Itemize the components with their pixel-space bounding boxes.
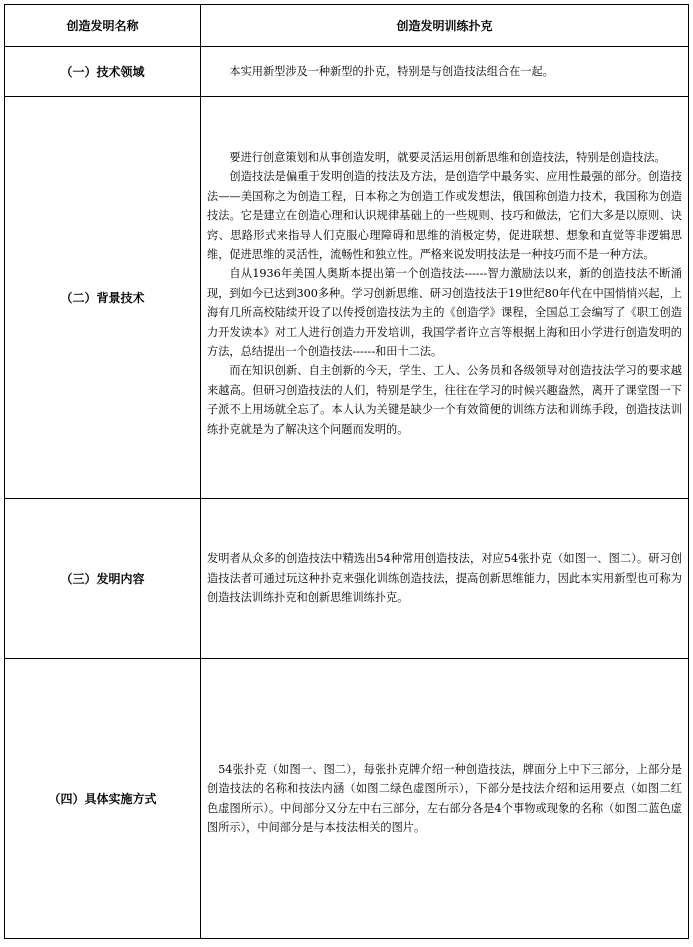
row-label-implementation: （四）具体实施方式 [5,659,201,939]
row-content-invention-content [201,499,689,659]
row-content-background [201,97,689,499]
header-row [5,5,689,47]
row-background [5,97,689,499]
paragraph: 54张扑克（如图一、图二），每张扑克牌介绍一种创造技法，牌面分上中下三部分，上部分是创造技法的名称和技法内涵（如图二绿色虚图所示），下部分是技法介绍和运用要点（如图二红色虚图所示）。中间部分又分左中右三部分，左右部分各是4个事物或现象的名称（如图二蓝色虚图所示），中间部分是与本技法相关的图片。 [207,762,682,834]
header-title-col: 创造发明训练扑克 [201,5,689,47]
row-label-background: （二）背景技术 [5,97,201,499]
row-invention-content [5,499,689,659]
row-label-invention-content: （三）发明内容 [5,499,201,659]
row-technical-field [5,47,689,97]
paragraph: 创造技法是偏重于发明创造的技法及方法，是创造学中最务实、应用性最强的部分。创造技法——美国称之为创造工程，日本称之为创造工作或发想法，俄国称创造力技术，我国称为创造技法。它是建立在创造心理和认识规律基础上的一些规则、技巧和做法，它们大多是以原则、诀窍、思路形式来指导人们克服心理障碍和思维的消极定势，促进联想、想象和直觉等非逻辑思维，促进思维的灵活性，流畅性和独立性。严格来说发明技法是一种技巧而不是一种方法。 [207,170,682,261]
paragraph: 发明者从众多的创造技法中精选出54种常用创造技法，对应54张扑克（如图一、图二）。研习创造技法者可通过玩这种扑克来强化训练创造技法，提高创新思维能力，因此本实用新型也可称为创造技法训练扑克和创新思维训练扑克。 [207,552,682,605]
patent-form-table [4,4,689,939]
paragraph: 自从1936年美国人奥斯本提出第一个创造技法------智力激励法以来，新的创造技法不断涌现，到如今已达到300多种。学习创新思维、研习创造技法于19世纪80年代在中国悄悄兴起，上海有几所高校陆续开设了以传授创造技法为主的《创造学》课程，全国总工会编写了《职工创造力开发读本》对工人进行创造力开发培训，我国学者许立言等根据上海和田小学进行创造发明的方法，总结提出一个创造技法------和田十二法。 [207,267,682,359]
row-label-technical-field: （一）技术领域 [5,47,201,97]
paragraph: 要进行创意策划和从事创造发明，就要灵活运用创新思维和创造技法，特别是创造技法。 [229,150,666,164]
row-implementation [5,659,689,939]
row-content-technical-field [201,47,689,97]
header-name-col: 创造发明名称 [5,5,201,47]
paragraph: 而在知识创新、自主创新的今天，学生、工人、公务员和各级领导对创造技法学习的要求越来越高。但研习创造技法的人们，特别是学生，往往在学习的时候兴趣盎然，离开了课堂图一下子派不上用场就全忘了。本人认为关键是缺少一个有效简便的训练方法和训练手段，创造技法训练扑克就是为了解决这个问题而发明的。 [207,364,682,436]
paragraph: 本实用新型涉及一种新型的扑克，特别是与创造技法组合在一起。 [229,64,554,78]
row-content-implementation [201,659,689,939]
